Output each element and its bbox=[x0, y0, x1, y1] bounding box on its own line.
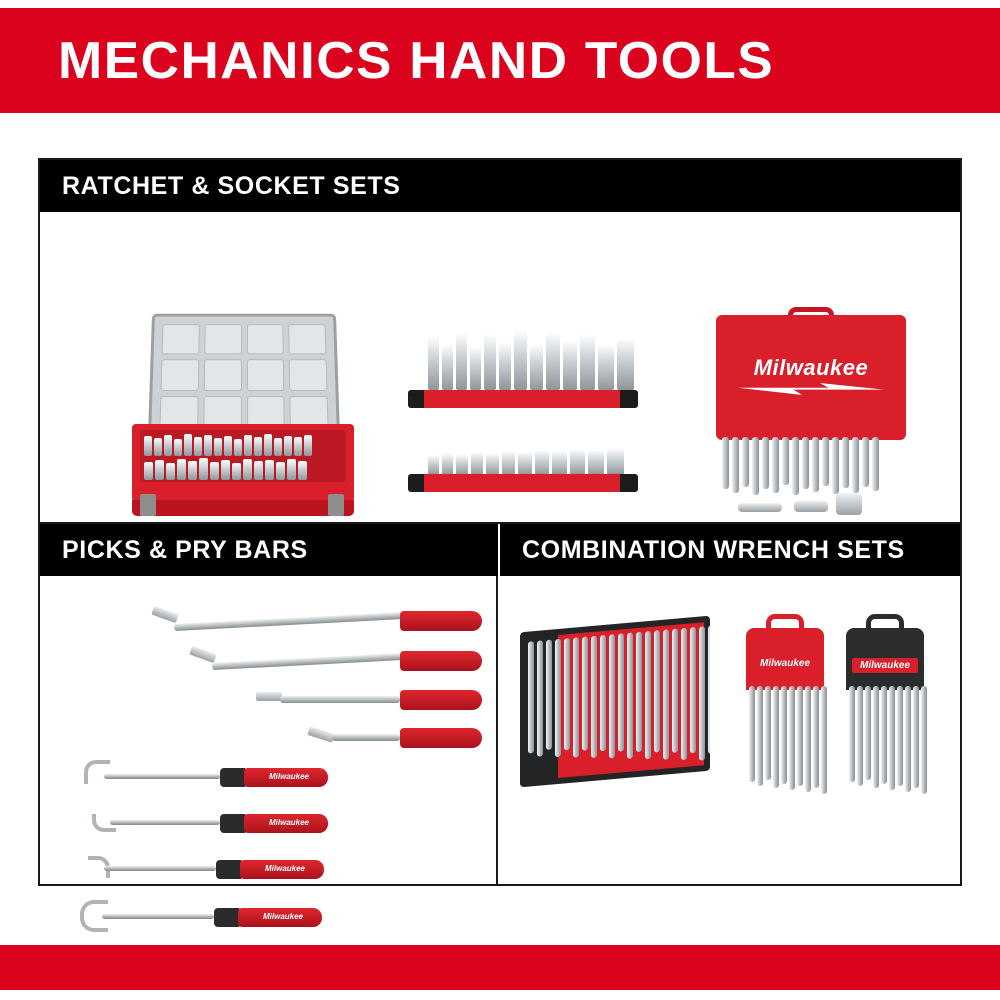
section-title-picks: PICKS & PRY BARS bbox=[62, 535, 308, 564]
case-latch-right[interactable] bbox=[328, 494, 344, 516]
page-title: MECHANICS HAND TOOLS bbox=[58, 31, 775, 90]
pry-bar-1 bbox=[152, 610, 482, 630]
socket-rail-bottom bbox=[408, 474, 638, 492]
pick-shaft bbox=[110, 820, 220, 825]
hook-pick-1 bbox=[84, 768, 374, 788]
pick-grip bbox=[220, 814, 246, 833]
deep-socket-group bbox=[428, 330, 634, 390]
top-banner bbox=[0, 8, 1000, 113]
panel-ratchet-socket-sets bbox=[40, 212, 960, 524]
case-lid bbox=[148, 314, 340, 439]
pry-bar-handle[interactable] bbox=[400, 690, 482, 710]
brand-logo-milwaukee: Milwaukee bbox=[759, 658, 811, 669]
product-wrench-tray-set bbox=[520, 616, 710, 788]
pry-bar-3 bbox=[256, 690, 482, 710]
lightning-bolt-icon bbox=[738, 383, 884, 395]
rack-wrench-group bbox=[849, 686, 927, 794]
section-header-ratchet-socket-sets bbox=[40, 160, 960, 212]
pry-bar-shaft bbox=[212, 653, 404, 670]
pry-bar-tip bbox=[151, 606, 179, 623]
pry-bar-handle[interactable] bbox=[400, 651, 482, 671]
case-shell bbox=[716, 315, 906, 440]
hook-pick-3 bbox=[88, 860, 378, 880]
shallow-socket-group bbox=[428, 448, 624, 475]
pick-hook-tip bbox=[84, 760, 110, 784]
case-lid-cells bbox=[159, 324, 328, 427]
pry-bar-shaft bbox=[332, 734, 400, 741]
brand-logo-milwaukee: Milwaukee bbox=[852, 658, 918, 673]
hook-pick-2 bbox=[92, 814, 382, 834]
product-socket-rails bbox=[408, 330, 648, 520]
extension-bar bbox=[738, 503, 782, 512]
pick-shaft bbox=[102, 914, 214, 919]
rack-holder bbox=[846, 628, 924, 690]
pick-shaft bbox=[104, 866, 216, 871]
brand-logo-milwaukee: Milwaukee bbox=[268, 772, 309, 781]
panel-combination-wrench-sets bbox=[498, 576, 960, 884]
tray-wrench-group bbox=[528, 625, 710, 775]
socket-row-lower bbox=[144, 458, 307, 480]
pry-bar-handle[interactable] bbox=[400, 728, 482, 748]
section-title-wrench: COMBINATION WRENCH SETS bbox=[522, 535, 905, 564]
hook-pick-4 bbox=[80, 906, 376, 930]
pick-grip bbox=[214, 908, 240, 927]
pry-bar-4 bbox=[308, 728, 482, 748]
brand-logo-milwaukee: Milwaukee bbox=[268, 818, 309, 827]
pry-bar-2 bbox=[190, 650, 482, 670]
pry-bar-tip bbox=[307, 726, 335, 743]
case-base bbox=[132, 424, 354, 502]
product-wrench-rack-black bbox=[846, 628, 924, 798]
bottom-banner bbox=[0, 945, 1000, 990]
brand-logo-milwaukee: Milwaukee bbox=[264, 864, 305, 873]
case-socket-tray bbox=[140, 430, 346, 482]
pick-shaft bbox=[104, 774, 220, 779]
socket-row-upper bbox=[144, 434, 312, 456]
socket-adapter bbox=[836, 493, 862, 515]
pry-bar-shaft bbox=[174, 612, 404, 631]
pick-grip bbox=[216, 860, 242, 879]
pry-bar-handle[interactable] bbox=[400, 611, 482, 631]
brand-logo-milwaukee: Milwaukee bbox=[262, 912, 303, 921]
content-frame bbox=[38, 158, 962, 921]
case-latch-left[interactable] bbox=[140, 494, 156, 516]
socket-rail-top bbox=[408, 390, 638, 408]
pry-bar-tip bbox=[189, 646, 217, 663]
ratchet-wrench-group bbox=[722, 437, 904, 497]
section-header-combination-wrench-sets bbox=[498, 524, 960, 576]
section-header-picks-pry-bars bbox=[40, 524, 498, 576]
case-foot bbox=[132, 500, 354, 516]
section-title-ratchet: RATCHET & SOCKET SETS bbox=[62, 171, 401, 200]
rack-wrench-group bbox=[749, 686, 827, 794]
product-closed-red-tool-case bbox=[716, 307, 931, 532]
universal-joint bbox=[794, 501, 828, 512]
brand-logo-milwaukee: Milwaukee bbox=[753, 355, 869, 380]
pry-bar-shaft bbox=[280, 696, 400, 703]
rack-holder bbox=[746, 628, 824, 690]
pry-bar-tip bbox=[256, 692, 282, 701]
panel-picks-pry-bars bbox=[40, 576, 498, 921]
product-wrench-rack-red bbox=[746, 628, 824, 798]
product-socket-set-in-red-case bbox=[132, 312, 357, 527]
pick-grip bbox=[220, 768, 246, 787]
